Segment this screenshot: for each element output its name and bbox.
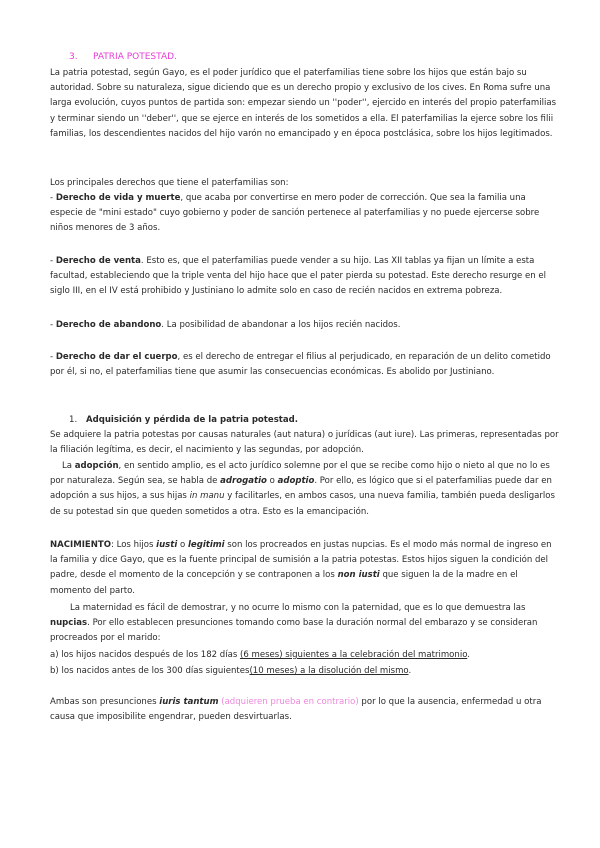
right-item-abandono [50, 318, 560, 333]
subsection-number: 1. [69, 415, 78, 425]
rights-lead: Los principales derechos que tiene el paterfamilias son: [50, 178, 289, 188]
adquisicion-paragraph: Se adquiere la patria potestas por causas naturales (aut natura) o jurídicas (aut iure). Las primeras, representadas por la filiación legítima, es decir, el nacimiento y las segundas, por adopción. [50, 430, 559, 456]
subsection-heading [69, 413, 559, 428]
term-legitimi: legitimi [187, 540, 225, 550]
section-number: 3. [69, 52, 78, 62]
right-prefix: - [50, 352, 56, 362]
pink-note: (adquieren prueba en contrario) [221, 697, 359, 707]
section-heading [69, 50, 559, 65]
presuncion-a: a) los hijos nacidos después de los 182 días (6 meses) siguientes a la celebración del matrimonio. [50, 650, 470, 660]
adopcion-paragraph: La adopción, en sentido amplio, es el acto jurídico solemne por el que se recibe como hijo o nieto al que no lo es por naturaleza. Según sea, se habla de adrogatio o adoptio. Por ello, es lógico que si el paterfamilias puede dar en adopción a sus hijos, a sus hijas in manu y facilitarles, en ambos casos, una nueva familia, también pueda desligarlos de su potestad sin que queden sometidos a otra. Esto es la emancipación. [50, 461, 555, 517]
section-title: PATRIA POTESTAD. [93, 52, 177, 62]
right-text: . Esto es, que el paterfamilias puede vender a su hijo. Las XII tablas ya fijan un límite a esta facultad, estableciendo que la triple venta del hijo hace que el pater pierda su potestad. Este derecho resurge en el siglo III, en el IV está prohibido y Justiniano lo admite solo en caso de recién nacidos en extrema pobreza. [50, 256, 547, 297]
right-item-venta [50, 254, 560, 300]
final-paragraph: Ambas son presunciones iuris tantum (adquieren prueba en contrario) por lo que la ausencia, enfermedad u otra causa que imposibilite engendrar, pueden desvirtuarlas. [50, 697, 542, 723]
intro-paragraph: La patria potestad, según Gayo, es el poder jurídico que el paterfamilias tiene sobre los hijos que están bajo su autoridad. Sobre su naturaleza, sigue diciendo que es un derecho propio y exclusivo de los cives. En Roma sufre una larga evolución, cuyos puntos de partida son: empezar siendo un ''poder'', ejercido en interés del propio paterfamilias y terminar siendo un ''deber'', que se ejerce en interés de los sometidos a ella. El paterfamilias la ejerce sobre los filii familias, los descendientes nacidos del hijo varón no emancipado y en época postclásica, sobre los hijos legitimados. [50, 68, 557, 139]
term-iuris-tantum: iuris tantum [159, 697, 219, 707]
right-item-vida-muerte [50, 191, 560, 237]
right-term: Derecho de dar el cuerpo [55, 352, 178, 362]
right-text: , que acaba por convertirse en mero poder de corrección. Que sea la familia una especie de "mini estado" cuyo gobierno y poder de sanción pertenece al paterfamilias y no puede ejercerse sobre niños menores de 3 años. [50, 193, 540, 234]
right-term: Derecho de venta [55, 256, 141, 266]
right-text: , es el derecho de entregar el filius al perjudicado, en reparación de un delito cometido por él, si no, el paterfamilias tiene que asumir las consecuencias económicas. Es abolido por Justiniano. [50, 352, 551, 378]
term-adrogatio: adrogatio [220, 476, 267, 487]
right-term: Derecho de vida y muerte [55, 193, 181, 203]
presuncion-b: b) los nacidos antes de los 300 días siguientes(10 meses) a la disolución del mismo. [50, 666, 412, 676]
subsection-title: Adquisición y pérdida de la patria potestad. [86, 415, 298, 425]
term-iusti: iusti [156, 540, 178, 550]
maternidad-paragraph: La maternidad es fácil de demostrar, y no ocurre lo mismo con la paternidad, que es lo que demuestra las nupcias. Por ello establecen presunciones tomando como base la duración normal del embarazo y se consideran procreados por el marido: [50, 603, 538, 644]
right-text: . La posibilidad de abandonar a los hijos recién nacidos. [161, 320, 401, 330]
nacimiento-label: NACIMIENTO [50, 540, 111, 550]
right-prefix: - [50, 193, 56, 203]
term-non-iusti: non iusti [337, 570, 380, 581]
term-adoptio: adoptio [277, 476, 315, 487]
right-item-dar-cuerpo [50, 350, 560, 380]
right-term: Derecho de abandono [55, 320, 162, 330]
term-adopcion: adopción [74, 461, 119, 471]
right-prefix: - [50, 320, 56, 330]
term-nupcias: nupcias [50, 618, 88, 629]
term-in-manu: in manu [189, 491, 225, 502]
nacimiento-paragraph: NACIMIENTO: Los hijos iusti o legitimi son los procreados en justas nupcias. Es el modo más normal de ingreso en la familia y dice Gayo, que es la fuente principal de sumisión a la patria potestas. Estos hijos siguen la condición del padre, desde el momento de la concepción y se contraponen a los non iusti que siguen la de la madre en el momento del parto. [50, 540, 552, 596]
right-prefix: - [50, 256, 56, 266]
